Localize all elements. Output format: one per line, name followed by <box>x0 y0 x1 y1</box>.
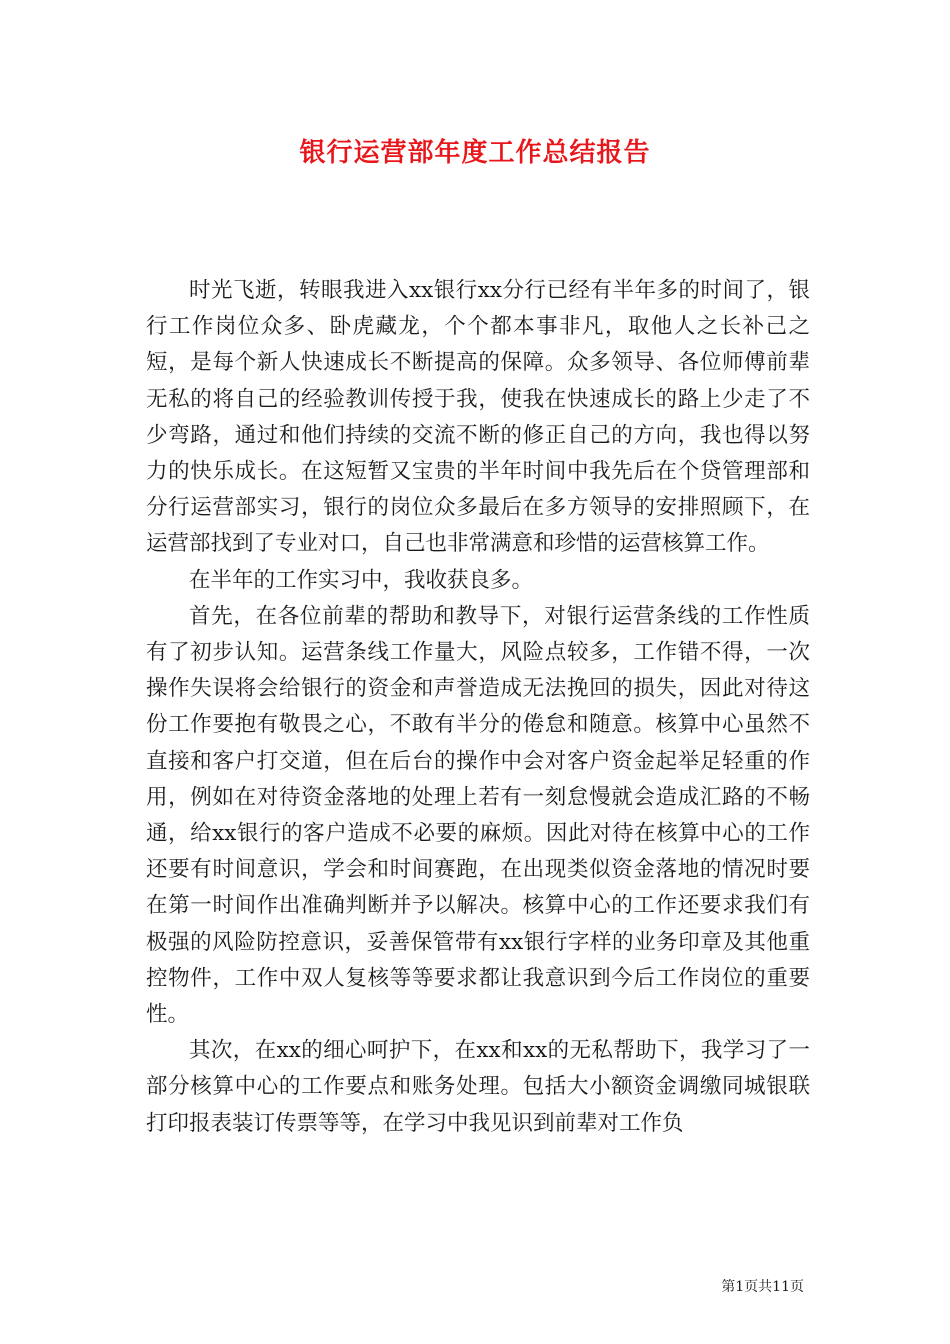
paragraph-second: 其次，在xx的细心呵护下，在xx和xx的无私帮助下，我学习了一部分核算中心的工作要点和账务处理。包括大小额资金调缴同城银联打印报表装订传票等等，在学习中我见识到前辈对工作负 <box>146 1038 810 1136</box>
page-number: 第1页共11页 <box>721 1279 804 1295</box>
paragraph-first: 首先，在各位前辈的帮助和教导下，对银行运营条线的工作性质有了初步认知。运营条线工作量大，风险点较多，工作错不得，一次操作失误将会给银行的资金和声誉造成无法挽回的损失，因此对待这份工作要抱有敬畏之心，不敢有半分的倦怠和随意。核算中心虽然不直接和客户打交道，但在后台的操作中会对客户资金起举足轻重的作用，例如在对待资金落地的处理上若有一刻怠慢就会造成汇路的不畅通，给xx银行的客户造成不必要的麻烦。因此对待在核算中心的工作还要有时间意识，学会和时间赛跑，在出现类似资金落地的情况时要在第一时间作出准确判断并予以解决。核算中心的工作还要求我们有极强的风险防控意识，妥善保管带有xx银行字样的业务印章及其他重控物件，工作中双人复核等等要求都让我意识到今后工作岗位的重要性。 <box>146 603 810 1028</box>
document-title: 银行运营部年度工作总结报告 <box>299 138 651 168</box>
document-body <box>146 273 810 1142</box>
paragraph-gains: 在半年的工作实习中，我收获良多。 <box>189 567 534 593</box>
paragraph-intro: 时光飞逝，转眼我进入xx银行xx分行已经有半年多的时间了，银行工作岗位众多、卧虎藏龙，个个都本事非凡，取他人之长补己之短，是每个新人快速成长不断提高的保障。众多领导、各位师傅前辈无私的将自己的经验教训传授于我，使我在快速成长的路上少走了不少弯路，通过和他们持续的交流不断的修正自己的方向，我也得以努力的快乐成长。在这短暂又宝贵的半年时间中我先后在个贷管理部和分行运营部实习，银行的岗位众多最后在多方领导的安排照顾下，在运营部找到了专业对口，自己也非常满意和珍惜的运营核算工作。 <box>146 278 810 557</box>
